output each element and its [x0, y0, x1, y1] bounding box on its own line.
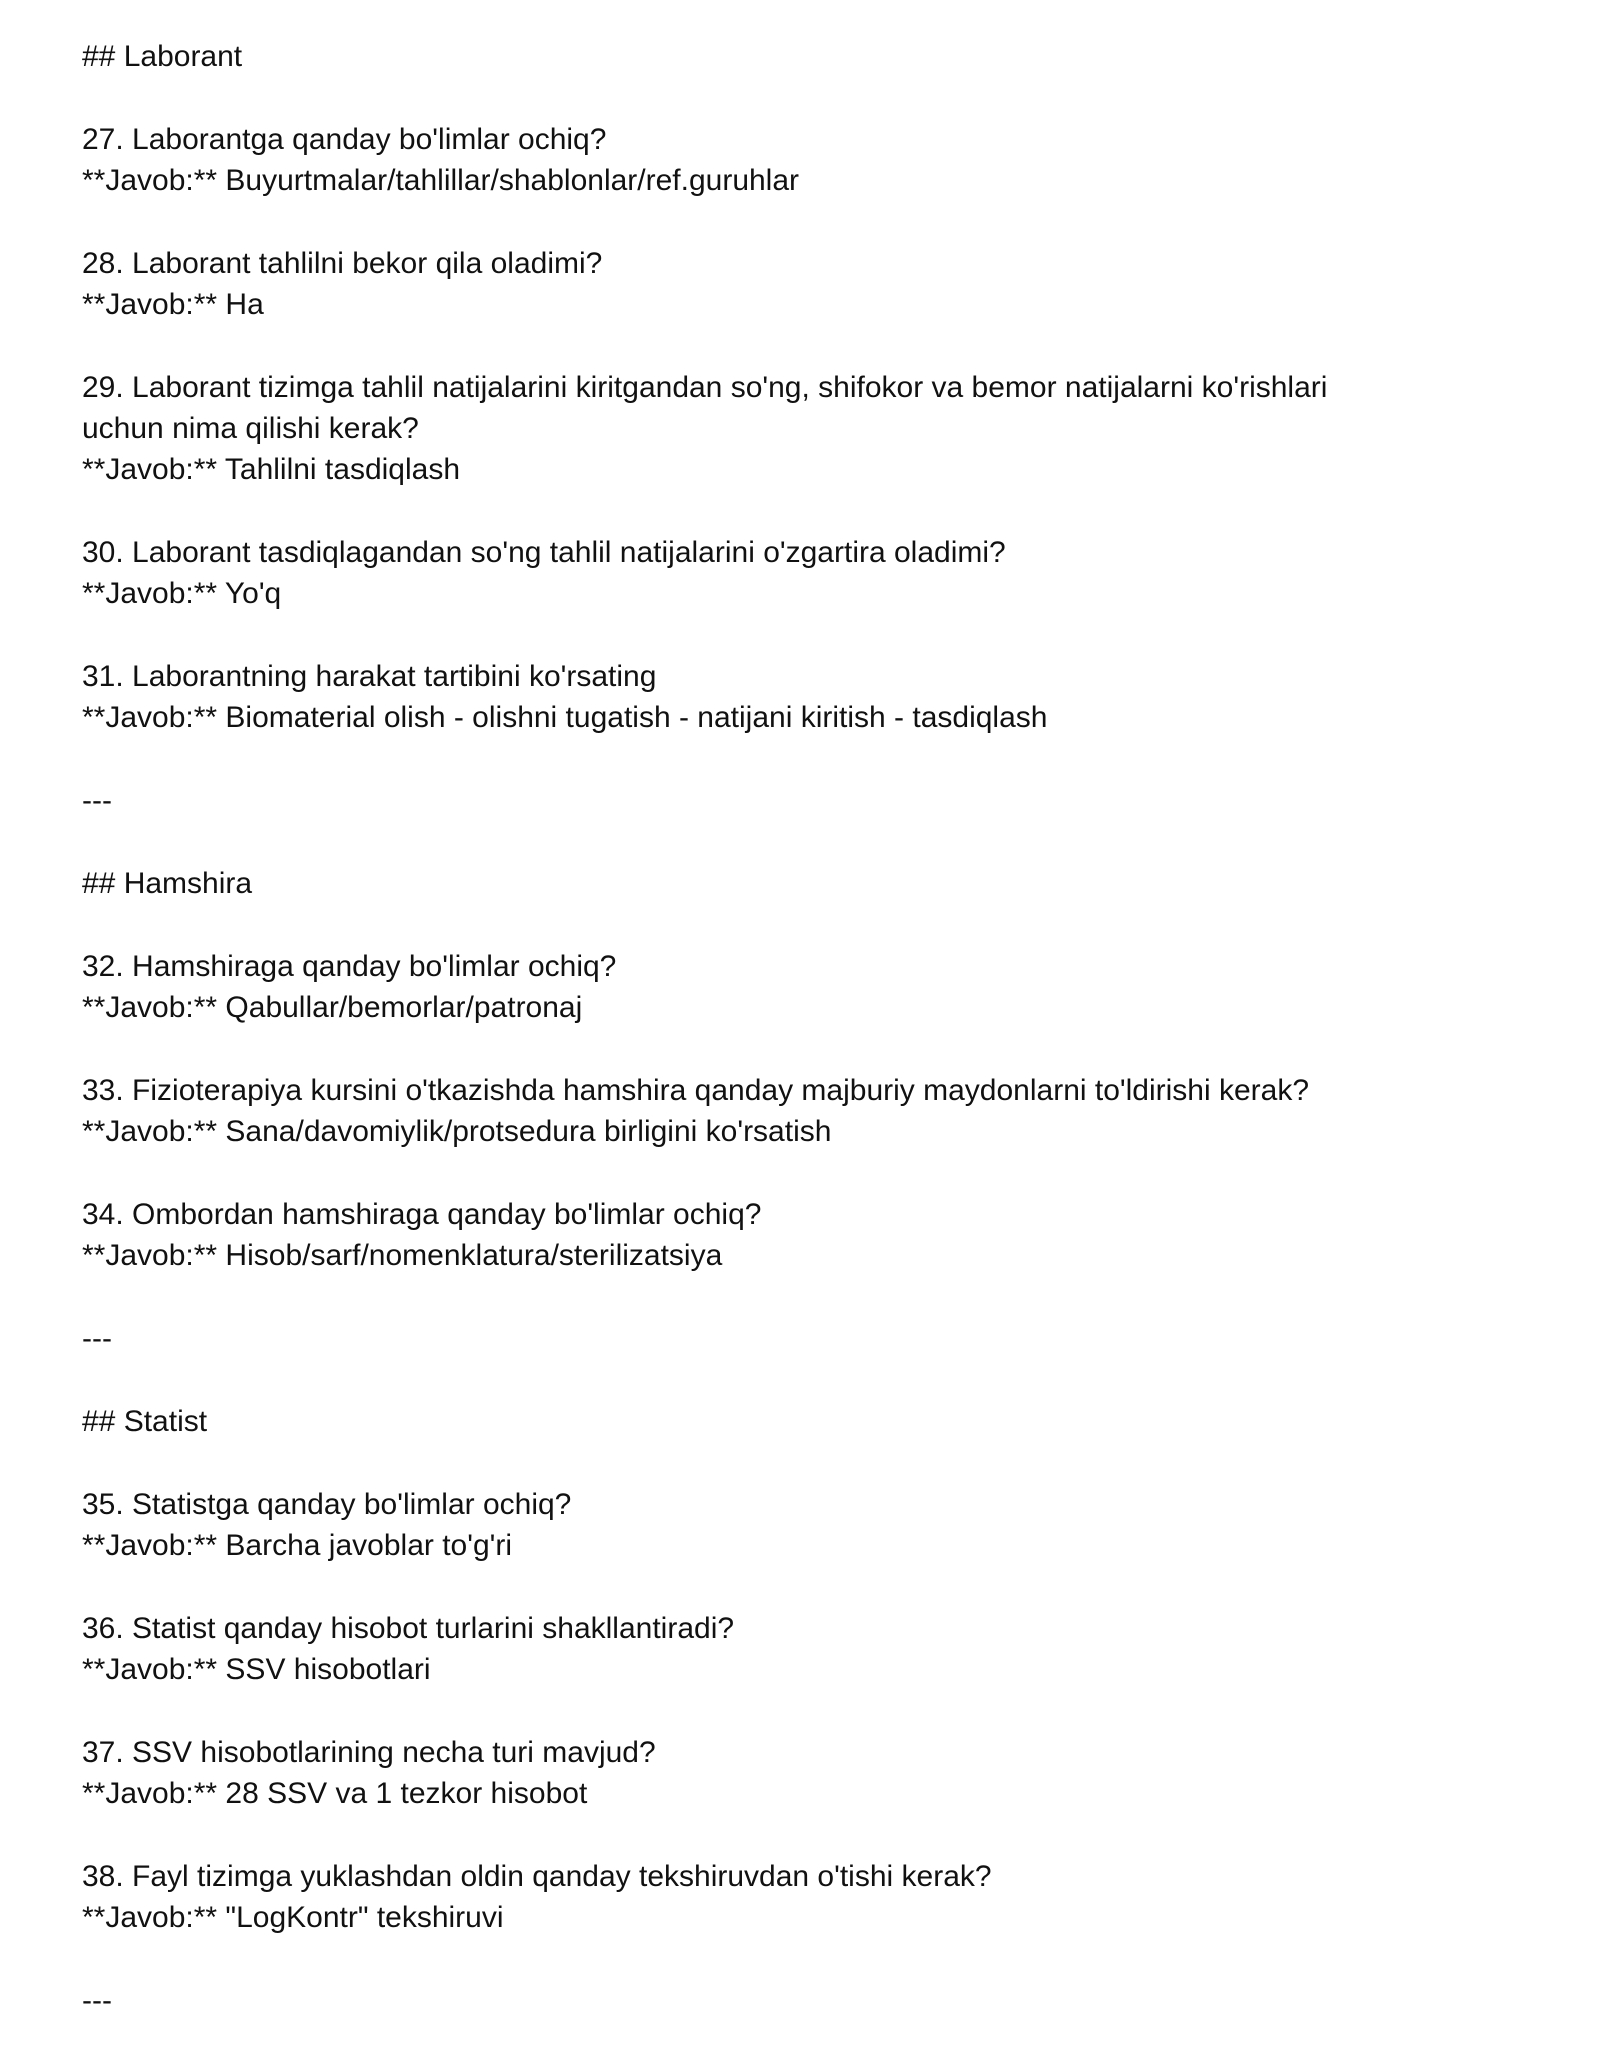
question-text: 38. Fayl tizimga yuklashdan oldin qanday tekshiruvdan o'tishi kerak?: [82, 1860, 992, 1893]
answer-text: **Javob:** Yo'q: [82, 577, 282, 610]
qa-item: [82, 1732, 1382, 1814]
answer-text: **Javob:** "LogKontr" tekshiruvi: [82, 1901, 504, 1934]
answer-text: **Javob:** Hisob/sarf/nomenklatura/sterilizatsiya: [82, 1239, 723, 1272]
answer-text: **Javob:** 28 SSV va 1 tezkor hisobot: [82, 1777, 588, 1810]
qa-item: [82, 656, 1382, 738]
answer-text: **Javob:** SSV hisobotlari: [82, 1653, 431, 1686]
qa-item: [82, 1194, 1382, 1276]
qa-item: [82, 1856, 1382, 1938]
document-page: [82, 36, 1382, 2021]
qa-item: [82, 1484, 1382, 1566]
question-text: 32. Hamshiraga qanday bo'limlar ochiq?: [82, 950, 617, 983]
qa-item: [82, 119, 1382, 201]
question-text: 31. Laborantning harakat tartibini ko'rsating: [82, 660, 657, 693]
question-text: 35. Statistga qanday bo'limlar ochiq?: [82, 1488, 572, 1521]
answer-text: **Javob:** Barcha javoblar to'g'ri: [82, 1529, 513, 1562]
answer-text: **Javob:** Buyurtmalar/tahlillar/shablonlar/ref.guruhlar: [82, 164, 800, 197]
question-text: 37. SSV hisobotlarining necha turi mavjud?: [82, 1736, 656, 1769]
answer-text: **Javob:** Sana/davomiylik/protsedura birligini ko'rsatish: [82, 1115, 832, 1148]
section-separator: ---: [82, 784, 112, 817]
answer-text: **Javob:** Qabullar/bemorlar/patronaj: [82, 991, 583, 1024]
section-heading: ## Statist: [82, 1405, 208, 1438]
question-text: 33. Fizioterapiya kursini o'tkazishda hamshira qanday majburiy maydonlarni to'ldirishi kerak?: [82, 1074, 1310, 1107]
answer-text: **Javob:** Ha: [82, 288, 264, 321]
qa-item: [82, 367, 1382, 490]
section-statist: [82, 1401, 1382, 2021]
qa-item: [82, 1608, 1382, 1690]
section-separator: ---: [82, 1984, 112, 2017]
answer-text: **Javob:** Tahlilni tasdiqlash: [82, 453, 461, 486]
question-text: 28. Laborant tahlilni bekor qila oladimi?: [82, 247, 603, 280]
question-text: 34. Ombordan hamshiraga qanday bo'limlar ochiq?: [82, 1198, 762, 1231]
qa-item: [82, 1070, 1382, 1152]
answer-text: **Javob:** Biomaterial olish - olishni tugatish - natijani kiritish - tasdiqlash: [82, 701, 1048, 734]
question-text: 29. Laborant tizimga tahlil natijalarini kiritgandan so'ng, shifokor va bemor natijalarni ko'rishlari uchun nima qilishi kerak?: [82, 371, 1336, 445]
question-text: 27. Laborantga qanday bo'limlar ochiq?: [82, 123, 607, 156]
qa-item: [82, 532, 1382, 614]
question-text: 36. Statist qanday hisobot turlarini shakllantiradi?: [82, 1612, 735, 1645]
section-heading: ## Hamshira: [82, 867, 253, 900]
qa-item: [82, 243, 1382, 325]
question-text: 30. Laborant tasdiqlagandan so'ng tahlil natijalarini o'zgartira oladimi?: [82, 536, 1006, 569]
section-heading: ## Laborant: [82, 40, 243, 73]
section-separator: ---: [82, 1322, 112, 1355]
section-laborant: [82, 36, 1382, 863]
section-hamshira: [82, 863, 1382, 1401]
qa-item: [82, 946, 1382, 1028]
